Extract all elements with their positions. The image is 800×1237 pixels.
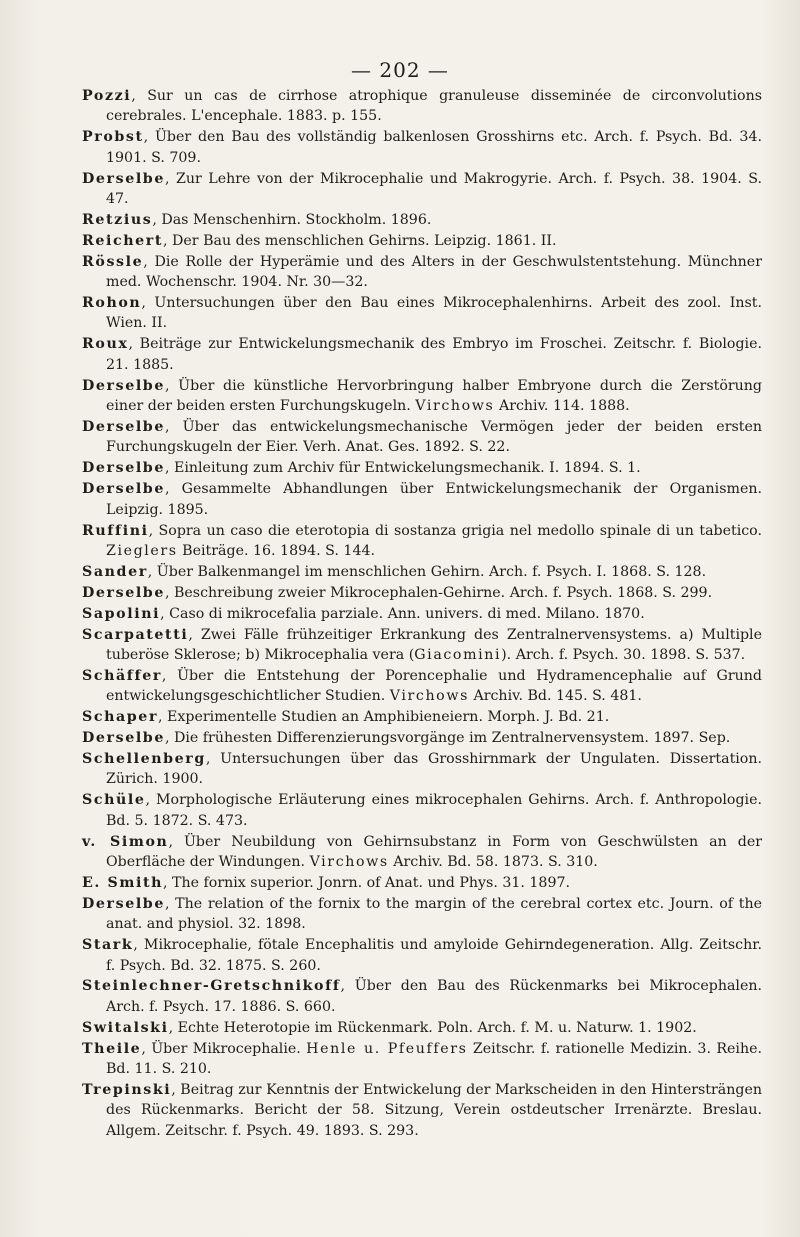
bib-entry (82, 458, 762, 478)
entry-author: Rohon (82, 295, 142, 312)
entry-author: E. Smith (82, 874, 164, 891)
entry-text: , The relation of the fornix to the margin of the cerebral cortex etc. Journ. of the anat. and physiol. 32. 1898. (106, 895, 762, 933)
bib-entry (82, 666, 762, 707)
entry-text: , Über die künstliche Hervorbringung halber Embryone durch die Zerstörung einer der beiden ersten Furchungskugeln. (106, 377, 762, 415)
entry-text: , Beiträge zur Entwickelungsmechanik des Embryo im Froschei. Zeitschr. f. Biologie. 21. 1885. (106, 336, 762, 373)
entry-author: Stark (82, 937, 134, 954)
page-number: — 202 — (351, 58, 449, 82)
bib-entry (82, 417, 762, 458)
entry-text: , Experimentelle Studien an Amphibieneiern. Morph. J. Bd. 21. (158, 709, 610, 726)
entry-author: Derselbe (82, 895, 165, 912)
entry-text: , Über die Entstehung der Porencephalie und Hydramencephalie auf Grund entwickelungsgeschichtlicher Studien. (106, 667, 762, 705)
bib-entry (82, 728, 762, 748)
entry-author: Steinlechner-Gretschnikoff (82, 978, 341, 995)
entry-author: Derselbe (82, 170, 165, 187)
entry-text: , Sur un cas de cirrhose atrophique granuleuse disseminée de circonvolutions cerebrales. L'encephale. 1883. p. 155. (106, 88, 762, 125)
bib-entry (82, 293, 762, 334)
entry-text: , Mikrocephalie, fötale Encephalitis und amyloide Gehirndegeneration. Allg. Zeitschr. f. Psych. Bd. 32. 1875. S. 260. (106, 937, 762, 974)
bib-entry (82, 790, 762, 831)
entry-author: Schaper (82, 709, 159, 726)
bib-entry (82, 749, 762, 790)
bib-entry (82, 521, 762, 562)
entry-text: , Über den Bau des Rückenmarks bei Mikrocephalen. Arch. f. Psych. 17. 1886. S. 660. (106, 978, 762, 1015)
bib-entry (82, 376, 762, 417)
bib-entry (82, 894, 762, 935)
entry-text: , Über Mikrocephalie. (141, 1040, 307, 1057)
bib-entry (82, 86, 762, 127)
bib-entry (82, 935, 762, 976)
bib-entry (82, 832, 762, 873)
entry-text: Archiv. 114. 1888. (494, 398, 630, 415)
bib-entry (82, 479, 762, 520)
entry-text: , Beitrag zur Kenntnis der Entwickelung der Markscheiden in den Hintersträngen des Rückenmarks. Bericht der 58. Sitzung, Verein ostdeutscher Irrenärzte. Breslau. Allgem. Zeitschr. f. Psych. 49. 1893. S. 293. (106, 1082, 762, 1139)
entry-text: , Einleitung zum Archiv für Entwickelungsmechanik. I. 1894. S. 1. (164, 460, 641, 477)
entry-text: , Untersuchungen über das Grosshirnmark der Ungulaten. Dissertation. Zürich. 1900. (106, 751, 762, 788)
bib-entry (82, 707, 762, 727)
entry-author: Rössle (82, 253, 144, 270)
bib-entry (82, 1039, 762, 1080)
entry-spaced-name: Virchows (389, 688, 469, 705)
entry-text: Archiv. Bd. 58. 1873. S. 310. (388, 854, 598, 871)
entry-text: Archiv. Bd. 145. S. 481. (468, 688, 642, 705)
entry-text: , Über Balkenmangel im menschlichen Gehirn. Arch. f. Psych. I. 1868. S. 128. (147, 563, 707, 580)
entry-author: Roux (82, 336, 129, 353)
entry-author: Derselbe (82, 460, 165, 477)
bib-entry (82, 583, 762, 603)
entry-author: Probst (82, 129, 144, 146)
entry-spaced-name: Virchows (415, 398, 495, 415)
bib-entry (82, 562, 762, 582)
bib-entry (82, 873, 762, 893)
entry-author: Derselbe (82, 730, 165, 747)
entry-text: , Zur Lehre von der Mikrocephalie und Makrogyrie. Arch. f. Psych. 38. 1904. S. 47. (106, 170, 762, 208)
entry-spaced-name: Virchows (309, 854, 389, 871)
bib-entry (82, 334, 762, 375)
entry-author: Switalski (82, 1019, 169, 1036)
entry-text: , Über das entwickelungsmechanische Vermögen jeder der beiden ersten Furchungskugeln der Eier. Verh. Anat. Ges. 1892. S. 22. (106, 419, 762, 456)
entry-spaced-name: Henle u. Pfeuffers (306, 1040, 468, 1057)
bib-entry (82, 210, 762, 230)
entry-text: , Der Bau des menschlichen Gehirns. Leipzig. 1861. II. (163, 232, 557, 249)
bib-entry (82, 252, 762, 293)
entry-text: , The fornix superior. Jonrn. of Anat. und Phys. 31. 1897. (163, 874, 571, 891)
entry-author: Schüle (82, 792, 146, 809)
entry-author: Derselbe (82, 584, 165, 601)
entry-spaced-name: Zieglers (106, 542, 178, 559)
bib-entry (82, 625, 762, 666)
entry-author: Derselbe (82, 481, 165, 498)
bib-entry (82, 169, 762, 210)
entry-author: Trepinski (82, 1082, 172, 1098)
entry-author: v. Simon (82, 833, 169, 850)
entry-text: , Morphologische Erläuterung eines mikrocephalen Gehirns. Arch. f. Anthropologie. Bd. 5. 1872. S. 473. (106, 792, 762, 829)
entry-author: Derselbe (82, 419, 165, 435)
entry-spaced-name: Giacomini (414, 646, 502, 663)
entry-text: Beiträge. 16. 1894. S. 144. (177, 542, 376, 559)
entry-text: , Echte Heterotopie im Rückenmark. Poln. Arch. f. M. u. Naturw. 1. 1902. (168, 1019, 697, 1036)
entry-text: ). Arch. f. Psych. 30. 1898. S. 537. (501, 646, 746, 663)
entry-author: Scarpatetti (82, 626, 189, 643)
entry-text: , Zwei Fälle frühzeitiger Erkrankung des Zentralnervensystems. a) Multiple tuberöse Sklerose; b) Mikrocephalia vera ( (106, 626, 762, 663)
entry-text: , Caso di mikrocefalia parziale. Ann. univers. di med. Milano. 1870. (160, 605, 645, 622)
entry-text: , Über Neubildung von Gehirnsubstanz in Form von Geschwülsten an der Oberfläche der Windungen. (106, 833, 763, 871)
entry-author: Schäffer (82, 667, 162, 684)
entry-text: , Sopra un caso die eterotopia di sostanza grigia nel medollo spinale di un tabetico. (148, 522, 762, 539)
entry-author: Ruffini (82, 522, 149, 539)
bib-entry (82, 1080, 762, 1141)
bib-entry (82, 127, 762, 168)
entry-text: , Das Menschenhirn. Stockholm. 1896. (152, 211, 432, 228)
entry-text: , Gesammelte Abhandlungen über Entwickelungsmechanik der Organismen. Leipzig. 1895. (106, 481, 762, 518)
entry-text: Zeitschr. f. rationelle Medizin. 3. Reihe. Bd. 11. S. 210. (106, 1040, 762, 1078)
entry-text: , Über den Bau des vollständig balkenlosen Grosshirns etc. Arch. f. Psych. Bd. 34. 1901. S. 709. (106, 129, 762, 166)
entry-text: , Beschreibung zweier Mikrocephalen-Gehirne. Arch. f. Psych. 1868. S. 299. (164, 584, 713, 601)
entry-text: , Die Rolle der Hyperämie und des Alters in der Geschwulstentstehung. Münchner med. Wochenschr. 1904. Nr. 30—32. (106, 253, 762, 291)
bib-entry (82, 604, 762, 624)
entry-author: Sapolini (82, 605, 161, 622)
bib-entry (82, 976, 762, 1017)
entry-text: , Untersuchungen über den Bau eines Mikrocephalenhirns. Arbeit des zool. Inst. Wien. II. (106, 295, 762, 332)
entry-author: Retzius (82, 211, 153, 228)
entry-author: Derselbe (82, 377, 165, 394)
bib-entry (82, 231, 762, 251)
entry-author: Schellenberg (82, 751, 206, 767)
entry-author: Reichert (82, 232, 164, 249)
bib-entry (82, 1018, 762, 1038)
bibliography-list (82, 86, 762, 1142)
entry-text: , Die frühesten Differenzierungsvorgänge im Zentralnervensystem. 1897. Sep. (164, 730, 731, 747)
entry-author: Theile (82, 1040, 142, 1057)
entry-author: Sander (82, 563, 148, 580)
entry-author: Pozzi (82, 88, 132, 104)
